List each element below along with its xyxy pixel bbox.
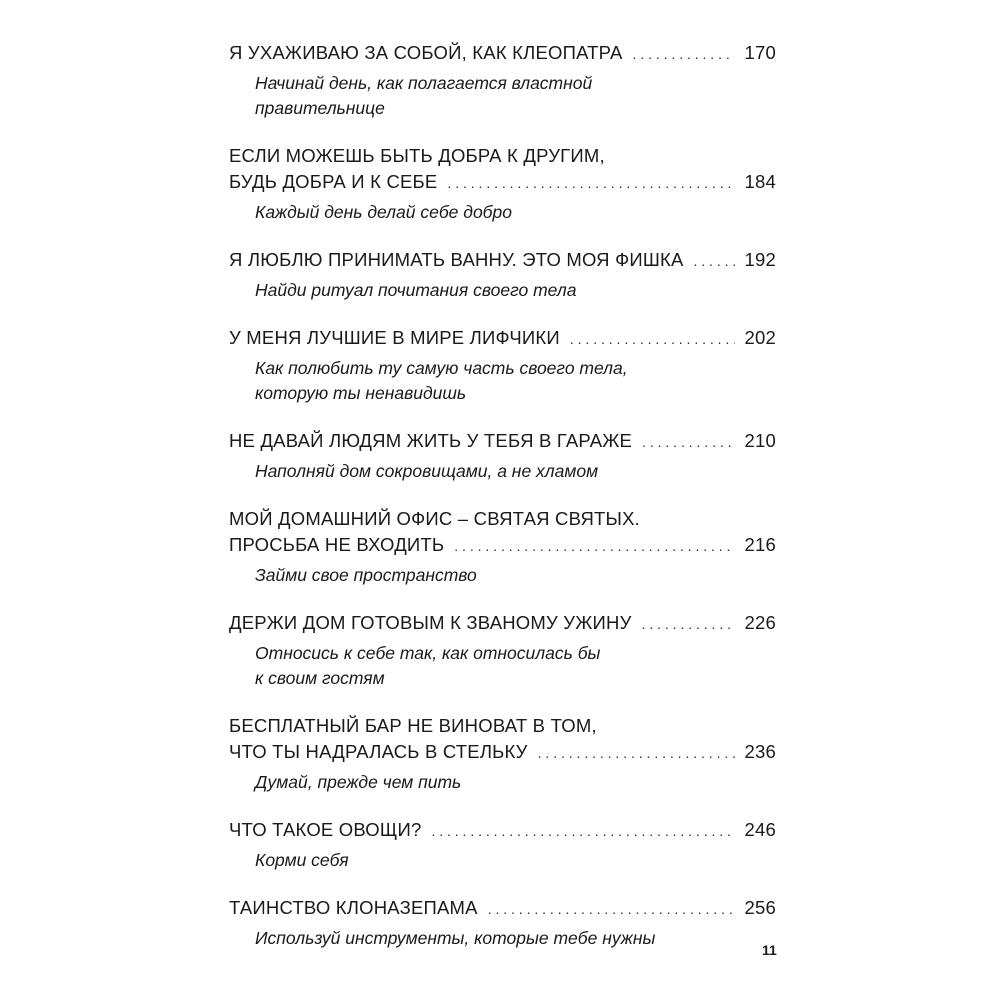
toc-entry-subtitle-line: Найди ритуал почитания своего тела	[255, 280, 577, 300]
dot-leader	[633, 41, 735, 67]
toc-entry[interactable]	[229, 610, 776, 691]
page-number: 11	[762, 942, 777, 958]
toc-entry[interactable]	[229, 40, 776, 121]
dot-leader	[538, 740, 735, 766]
toc-entry-subtitle-line: которую ты ненавидишь	[255, 383, 467, 403]
toc-entry-title-row	[229, 247, 776, 274]
toc-entry[interactable]	[229, 143, 776, 225]
toc-entry-subtitle	[255, 770, 776, 795]
toc-entry-subtitle	[255, 848, 776, 873]
dot-leader	[454, 533, 734, 559]
toc-entry[interactable]	[229, 713, 776, 795]
toc-entry-title: У МЕНЯ ЛУЧШИЕ В МИРЕ ЛИФЧИКИ	[229, 327, 560, 348]
toc-entry-page-number: 210	[744, 430, 776, 451]
toc-entry-subtitle-line: Каждый день делай себе добро	[255, 202, 512, 222]
toc-entry-subtitle-line: Начинай день, как полагается властной	[255, 73, 593, 93]
toc-entry-title-line: БЕСПЛАТНЫЙ БАР НЕ ВИНОВАТ В ТОМ,	[229, 715, 597, 736]
toc-entry-title-row	[229, 895, 776, 922]
toc-entry-subtitle	[255, 71, 776, 121]
toc-entry[interactable]	[229, 428, 776, 484]
toc-entry-subtitle-line: к своим гостям	[255, 668, 385, 688]
dot-leader	[447, 170, 734, 196]
toc-entry-title-row	[229, 739, 776, 766]
toc-entry-page-number: 170	[744, 42, 776, 63]
toc-entry-title: ЧТО ТАКОЕ ОВОЩИ?	[229, 819, 422, 840]
toc-entry[interactable]	[229, 817, 776, 873]
dot-leader	[570, 326, 735, 352]
toc-entry-page-number: 246	[744, 819, 776, 840]
toc-entry-page-number: 184	[744, 171, 776, 192]
toc-entry-subtitle	[255, 563, 776, 588]
toc-entry-title: ТАИНСТВО КЛОНАЗЕПАМА	[229, 897, 478, 918]
toc-entry-subtitle-line: Займи свое пространство	[255, 565, 477, 585]
toc-entry-title-row	[229, 169, 776, 196]
toc-entry[interactable]	[229, 325, 776, 406]
toc-entry-title: ДЕРЖИ ДОМ ГОТОВЫМ К ЗВАНОМУ УЖИНУ	[229, 612, 632, 633]
toc-entry-title: ЧТО ТЫ НАДРАЛАСЬ В СТЕЛЬКУ	[229, 741, 528, 762]
toc-entry-page-number: 226	[744, 612, 776, 633]
toc-entry-subtitle	[255, 641, 776, 691]
toc-entry-title-row	[229, 610, 776, 637]
toc-entry-title-row	[229, 325, 776, 352]
toc-entry-title-line: ЕСЛИ МОЖЕШЬ БЫТЬ ДОБРА К ДРУГИМ,	[229, 145, 605, 166]
toc-entry-title-row	[229, 817, 776, 844]
toc-entry-title: ПРОСЬБА НЕ ВХОДИТЬ	[229, 534, 445, 555]
toc-entry-title: БУДЬ ДОБРА И К СЕБЕ	[229, 171, 438, 192]
toc-entry-page-number: 256	[744, 897, 776, 918]
toc-entry-subtitle	[255, 356, 776, 406]
toc-entry-title: Я ЛЮБЛЮ ПРИНИМАТЬ ВАННУ. ЭТО МОЯ ФИШКА	[229, 249, 684, 270]
dot-leader	[431, 818, 734, 844]
toc-entry[interactable]	[229, 247, 776, 303]
toc-entry-subtitle	[255, 459, 776, 484]
toc-entry-title-line: МОЙ ДОМАШНИЙ ОФИС – СВЯТАЯ СВЯТЫХ.	[229, 508, 641, 529]
toc-entry-subtitle	[255, 926, 776, 951]
toc-entry-title-row	[229, 428, 776, 455]
toc-entry-title: Я УХАЖИВАЮ ЗА СОБОЙ, КАК КЛЕОПАТРА	[229, 42, 623, 63]
toc-entry-title: НЕ ДАВАЙ ЛЮДЯМ ЖИТЬ У ТЕБЯ В ГАРАЖЕ	[229, 430, 633, 451]
toc-entry-page-number: 202	[744, 327, 776, 348]
toc-entry-title-row	[229, 532, 776, 559]
dot-leader	[488, 896, 735, 922]
toc-entry-subtitle-line: Корми себя	[255, 850, 349, 870]
toc-entry-title-row	[229, 40, 776, 67]
toc-entry-page-number: 192	[744, 249, 776, 270]
toc-entry-subtitle	[255, 200, 776, 225]
toc-entry-page-number: 236	[744, 741, 776, 762]
toc-entry-subtitle-line: Наполняй дом сокровищами, а не хламом	[255, 461, 599, 481]
table-of-contents	[229, 40, 776, 973]
toc-entry-subtitle-line: Думай, прежде чем пить	[255, 772, 462, 792]
toc-entry[interactable]	[229, 506, 776, 588]
toc-entry-subtitle-line: Относись к себе так, как относилась бы	[255, 643, 601, 663]
toc-entry[interactable]	[229, 895, 776, 951]
toc-entry-subtitle-line: Как полюбить ту самую часть своего тела,	[255, 358, 628, 378]
toc-entry-subtitle-line: Используй инструменты, которые тебе нужны	[255, 928, 656, 948]
toc-entry-subtitle-line: правительнице	[255, 98, 385, 118]
toc-entry-page-number: 216	[744, 534, 776, 555]
dot-leader	[642, 429, 734, 455]
dot-leader	[694, 248, 735, 274]
toc-entry-subtitle	[255, 278, 776, 303]
dot-leader	[642, 611, 735, 637]
